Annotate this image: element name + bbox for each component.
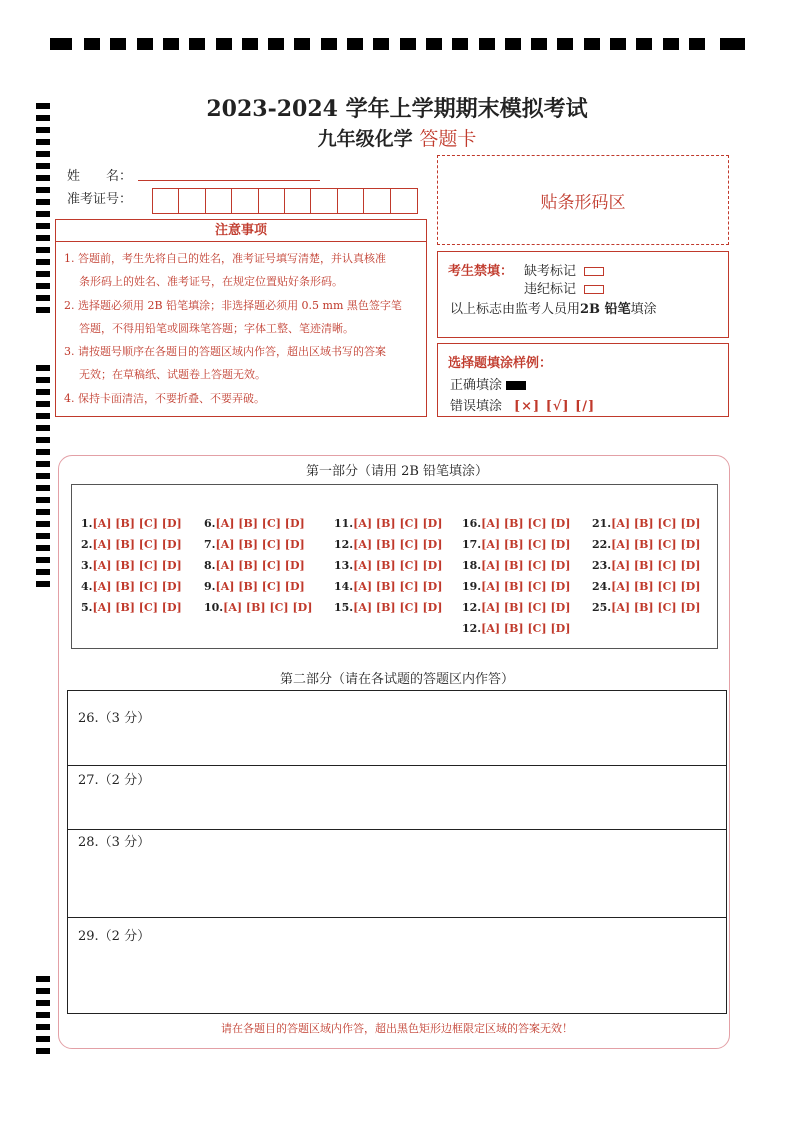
mc-question-number: 17. [462, 538, 482, 551]
mc-options[interactable]: [A] [B] [C] [D] [215, 538, 305, 551]
mc-question-number: 15. [334, 601, 354, 614]
mc-question[interactable] [462, 517, 570, 530]
timing-mark [36, 295, 50, 301]
timing-mark [36, 401, 50, 407]
timing-mark [36, 199, 50, 205]
id-digit-box[interactable] [259, 189, 285, 213]
mc-question[interactable] [462, 538, 570, 551]
mc-question[interactable] [334, 580, 442, 593]
timing-mark [189, 38, 205, 50]
name-label: 姓 名： [67, 169, 133, 184]
top-timing-marks [50, 38, 745, 52]
timing-mark [400, 38, 416, 50]
mc-row [72, 601, 719, 621]
timing-mark [36, 151, 50, 157]
id-digit-box[interactable] [232, 189, 258, 213]
mc-question[interactable] [81, 601, 182, 614]
mc-options[interactable]: [A] [B] [C] [D] [353, 580, 443, 593]
subtitle-main: 九年级化学 [317, 128, 413, 150]
timing-mark [163, 38, 179, 50]
mc-options[interactable]: [A] [B] [C] [D] [611, 559, 701, 572]
id-digit-box[interactable] [179, 189, 205, 213]
timing-mark [36, 235, 50, 241]
mc-question-number: 4. [81, 580, 93, 593]
timing-mark [531, 38, 547, 50]
mc-question[interactable] [592, 580, 700, 593]
notice-panel [55, 219, 427, 417]
mc-options[interactable]: [A] [B] [C] [D] [353, 517, 443, 530]
timing-mark [36, 533, 50, 539]
wrong-fill-samples: [×] [√] [/] [514, 399, 596, 414]
timing-mark [636, 38, 652, 50]
timing-mark [36, 449, 50, 455]
mc-question-number: 10. [204, 601, 224, 614]
timing-mark [720, 38, 745, 50]
timing-mark [347, 38, 363, 50]
mc-question-number: 19. [462, 580, 482, 593]
question-28-label: 28.（3 分） [78, 835, 151, 850]
timing-mark [36, 307, 50, 313]
part2-title: 第二部分（请在各试题的答题区内作答） [279, 672, 514, 687]
mc-question-number: 24. [592, 580, 612, 593]
mc-question[interactable] [334, 517, 442, 530]
footer-note: 请在各题目的答题区域内作答，超出黑色矩形边框限定区域的答案无效！ [221, 1022, 573, 1035]
mc-options[interactable]: [A] [B] [C] [D] [611, 538, 701, 551]
timing-mark [36, 223, 50, 229]
page-title: 2023-2024 学年上学期期末模拟考试 [206, 96, 588, 122]
answer-divider [68, 829, 726, 830]
timing-mark [36, 413, 50, 419]
timing-mark [36, 1036, 50, 1042]
notice-title: 注意事项 [56, 220, 426, 242]
id-label: 准考证号： [67, 192, 133, 207]
mc-options[interactable]: [A] [B] [C] [D] [92, 580, 182, 593]
mc-question-number: 12. [334, 538, 354, 551]
filled-bubble-sample [506, 381, 526, 390]
mc-question[interactable] [334, 601, 442, 614]
timing-mark [110, 38, 126, 50]
timing-mark [137, 38, 153, 50]
answer-divider [68, 765, 726, 766]
timing-mark [36, 259, 50, 265]
page-subtitle [0, 124, 794, 151]
id-digit-box[interactable] [391, 189, 417, 213]
timing-mark [584, 38, 600, 50]
mc-options[interactable]: [A] [B] [C] [D] [481, 601, 571, 614]
mc-question[interactable] [204, 517, 305, 530]
written-answer-box [67, 690, 727, 1014]
mc-question[interactable] [81, 580, 182, 593]
mc-options[interactable]: [A] [B] [C] [D] [353, 601, 443, 614]
mc-options[interactable]: [A] [B] [C] [D] [215, 580, 305, 593]
mc-question-number: 3. [81, 559, 93, 572]
timing-mark [50, 38, 72, 50]
notice-body [56, 242, 426, 410]
mc-question-number: 5. [81, 601, 93, 614]
timing-mark [36, 1000, 50, 1006]
examiner-only-panel [437, 251, 729, 338]
notice-line: 无效；在草稿纸、试题卷上答题无效。 [79, 368, 266, 382]
timing-mark [557, 38, 573, 50]
mc-question[interactable] [592, 601, 700, 614]
multiple-choice-box [71, 484, 718, 649]
mc-row [72, 517, 719, 537]
timing-mark [268, 38, 284, 50]
timing-mark [242, 38, 258, 50]
timing-mark [36, 976, 50, 982]
mc-options[interactable]: [A] [B] [C] [D] [92, 601, 182, 614]
mc-row [72, 622, 719, 642]
mc-options[interactable]: [A] [B] [C] [D] [481, 559, 571, 572]
mc-question[interactable] [462, 580, 570, 593]
mc-options[interactable]: [A] [B] [C] [D] [215, 559, 305, 572]
absent-mark-box[interactable] [584, 267, 604, 276]
id-digit-box[interactable] [285, 189, 311, 213]
timing-mark [36, 437, 50, 443]
mc-question-number: 25. [592, 601, 612, 614]
timing-mark [36, 389, 50, 395]
mc-question[interactable] [592, 538, 700, 551]
timing-mark [36, 545, 50, 551]
mc-question-number: 14. [334, 580, 354, 593]
timing-mark [36, 485, 50, 491]
mc-question[interactable] [204, 559, 305, 572]
mc-options[interactable]: [A] [B] [C] [D] [481, 517, 571, 530]
timing-mark [36, 497, 50, 503]
id-digit-box[interactable] [206, 189, 232, 213]
mc-question[interactable] [592, 559, 700, 572]
mc-question[interactable] [81, 538, 182, 551]
notice-line: 答题，不得用铅笔或圆珠笔答题；字体工整、笔迹清晰。 [79, 321, 354, 335]
mc-question-number: 23. [592, 559, 612, 572]
timing-mark [479, 38, 495, 50]
mc-question-number: 7. [204, 538, 216, 551]
timing-mark [36, 175, 50, 181]
mc-question-number: 6. [204, 517, 216, 530]
timing-mark [36, 425, 50, 431]
timing-mark [689, 38, 705, 50]
timing-mark [84, 38, 100, 50]
mc-options[interactable]: [A] [B] [C] [D] [481, 538, 571, 551]
timing-mark [36, 521, 50, 527]
mc-question[interactable] [462, 601, 570, 614]
mc-question-number: 2. [81, 538, 93, 551]
mc-options[interactable]: [A] [B] [C] [D] [611, 601, 701, 614]
mc-question[interactable] [81, 517, 182, 530]
mc-question-number: 8. [204, 559, 216, 572]
notice-line: 1. 答题前，考生先将自己的姓名，准考证号填写清楚，并认真核准 [64, 252, 386, 265]
timing-mark [36, 163, 50, 169]
fill-example-title: 选择题填涂样例： [448, 356, 553, 371]
mc-question-number: 9. [204, 580, 216, 593]
barcode-label: 贴条形码区 [540, 192, 626, 213]
id-digit-box[interactable] [338, 189, 364, 213]
mc-question-number: 1. [81, 517, 93, 530]
timing-mark [36, 988, 50, 994]
mc-options[interactable]: [A] [B] [C] [D] [215, 517, 305, 530]
mc-question[interactable] [204, 580, 305, 593]
question-27-label: 27.（2 分） [78, 773, 151, 788]
mc-question-number: 12. [462, 601, 482, 614]
question-26-label: 26.（3 分） [78, 711, 151, 726]
forbidden-note: 以上标志由监考人员用2B 铅笔填涂 [450, 302, 657, 317]
mc-question[interactable] [204, 601, 312, 614]
timing-mark [36, 1012, 50, 1018]
timing-mark [505, 38, 521, 50]
wrong-fill-row: 错误填涂 [×] [√] [/] [450, 399, 596, 414]
mc-options[interactable]: [A] [B] [C] [D] [92, 559, 182, 572]
mc-row [72, 538, 719, 558]
mc-question[interactable] [81, 559, 182, 572]
name-field[interactable] [138, 180, 320, 181]
mc-options[interactable]: [A] [B] [C] [D] [92, 538, 182, 551]
timing-mark [294, 38, 310, 50]
absent-mark-row [524, 260, 604, 279]
mc-question-number: 11. [334, 517, 354, 530]
barcode-area [437, 155, 729, 245]
mc-question-number: 22. [592, 538, 612, 551]
mc-options[interactable]: [A] [B] [C] [D] [481, 580, 571, 593]
part1-title: 第一部分（请用 2B 铅笔填涂） [305, 464, 489, 479]
mc-question[interactable] [204, 538, 305, 551]
timing-mark [610, 38, 626, 50]
fill-example-panel [437, 343, 729, 417]
mc-question-number: 18. [462, 559, 482, 572]
forbidden-title: 考生禁填： [448, 264, 514, 279]
timing-mark [36, 557, 50, 563]
mc-row [72, 559, 719, 579]
timing-mark [36, 581, 50, 587]
notice-line: 2. 选择题必须用 2B 铅笔填涂；非选择题必须用 0.5 mm 黑色签字笔 [64, 298, 402, 312]
timing-mark [663, 38, 679, 50]
mc-options[interactable]: [A] [B] [C] [D] [611, 517, 701, 530]
timing-mark [216, 38, 232, 50]
timing-mark [321, 38, 337, 50]
timing-mark [36, 211, 50, 217]
timing-mark [36, 283, 50, 289]
timing-mark [36, 509, 50, 515]
timing-mark [36, 247, 50, 253]
absent-mark-label: 缺考标记 [524, 264, 577, 279]
timing-mark [36, 1048, 50, 1054]
mc-options[interactable]: [A] [B] [C] [D] [481, 622, 571, 635]
id-digit-box[interactable] [364, 189, 390, 213]
mc-question-number: 21. [592, 517, 612, 530]
id-digit-box[interactable] [153, 189, 179, 213]
subtitle-red: 答题卡 [419, 128, 477, 150]
mc-question[interactable] [592, 517, 700, 530]
mc-question[interactable] [462, 559, 570, 572]
mc-question[interactable] [334, 538, 442, 551]
timing-mark [36, 365, 50, 371]
notice-line: 4. 保持卡面清洁，不要折叠、不要弄破。 [64, 391, 265, 405]
mc-question-number: 12. [462, 622, 482, 635]
mc-question-number: 16. [462, 517, 482, 530]
mc-options[interactable]: [A] [B] [C] [D] [223, 601, 313, 614]
timing-mark [452, 38, 468, 50]
exam-id-boxes[interactable] [152, 188, 418, 214]
id-digit-box[interactable] [311, 189, 337, 213]
timing-mark [36, 271, 50, 277]
mc-options[interactable]: [A] [B] [C] [D] [353, 538, 443, 551]
notice-line: 条形码上的姓名、准考证号，在规定位置贴好条形码。 [79, 275, 343, 289]
mc-options[interactable]: [A] [B] [C] [D] [92, 517, 182, 530]
violation-mark-row [524, 278, 604, 297]
mc-options[interactable]: [A] [B] [C] [D] [353, 559, 443, 572]
question-29-label: 29.（2 分） [78, 929, 151, 944]
mc-options[interactable]: [A] [B] [C] [D] [611, 580, 701, 593]
notice-line: 3. 请按题号顺序在各题目的答题区域内作答，超出区域书写的答案 [64, 345, 386, 359]
mc-question[interactable] [334, 559, 442, 572]
mc-question-number: 13. [334, 559, 354, 572]
mc-row [72, 580, 719, 600]
violation-mark-label: 违纪标记 [524, 282, 577, 297]
timing-mark [36, 187, 50, 193]
answer-divider [68, 917, 726, 918]
violation-mark-box[interactable] [584, 285, 604, 294]
timing-mark [373, 38, 389, 50]
mc-question[interactable] [462, 622, 570, 635]
timing-mark [36, 377, 50, 383]
timing-mark [36, 569, 50, 575]
timing-mark [426, 38, 442, 50]
correct-fill-row: 正确填涂 [450, 374, 526, 393]
